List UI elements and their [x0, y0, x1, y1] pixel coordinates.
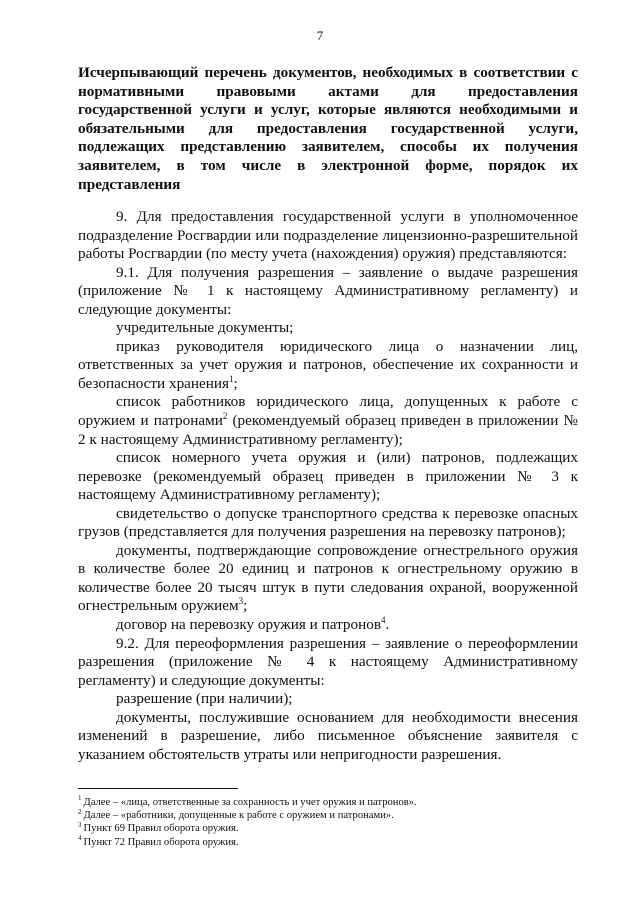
footnote-ref-2[interactable]: 2 — [222, 410, 228, 421]
section-title: Исчерпывающий перечень документов, необходимых в соответствии с нормативными правовыми актами для предоставления государственной услуги и услуг, которые являются необходимыми и обязательными для предоставления государственной услуги, подлежащих представлению заявителем, способы их получения заявителем, в том числе в электронной форме, порядок их представления — [78, 64, 578, 193]
item-constituent-docs: учредительные документы; — [116, 319, 294, 337]
item-order: приказ руководителя юридического лица о назначении лиц, ответственных за учет оружия и патронов, обеспечение их сохранности и безопасности хранения$^1$; — [78, 337, 578, 392]
paragraph-9: 9. Для предоставления государственной услуги в уполномоченное подразделение Росгвардии или подразделение лицензионно-разрешительной работы Росгвардии (по месту учета (нахождения) оружия) представляются: — [78, 208, 578, 263]
page-number: 7 — [316, 28, 324, 43]
footnote-ref-4[interactable]: 4 — [381, 614, 386, 625]
document-body — [78, 208, 578, 764]
footnote-2: $^2$ Далее – «работники, допущенные к работе с оружием и патронами». — [78, 807, 394, 822]
footnote-3: $^3$ Пункт 69 Правил оборота оружия. — [78, 820, 239, 835]
footnote-divider — [78, 788, 238, 789]
item-permit: разрешение (при наличии); — [116, 690, 293, 708]
footnote-ref-1[interactable]: 1 — [229, 373, 234, 384]
footnote-4: $^4$ Пункт 72 Правил оборота оружия. — [78, 834, 239, 848]
item-employee-list: список работников юридического лица, допущенных к работе с оружием и патронами$^2$ (рекомендуемый образец приведен в приложении № 2 к настоящему Административному регламенту); — [78, 393, 578, 448]
item-escort-docs: документы, подтверждающие сопровождение огнестрельного оружия в количестве более 20 единиц и патронов к огнестрельному оружию в количестве более 20 тысяч штук в пути следования охраной, вооруженной огнестрельным оружием$^3$; — [78, 541, 578, 615]
item-change-docs: документы, послужившие основанием для необходимости внесения изменений в разрешение, либо письменное объяснение заявителя с указанием обстоятельств утраты или непригодности разрешения. — [78, 708, 578, 763]
item-number-list: список номерного учета оружия и (или) патронов, подлежащих перевозке (рекомендуемый образец приведен в приложении № 3 к настоящему Административному регламенту); — [78, 449, 578, 504]
paragraph-9-1: 9.1. Для получения разрешения – заявление о выдаче разрешения (приложение № 1 к настоящему Административному регламенту) и следующие документы: — [78, 263, 578, 318]
footnotes — [78, 796, 598, 849]
item-transport-contract: договор на перевозку оружия и патронов$^4$. — [116, 614, 390, 634]
footnote-ref-3[interactable]: 3 — [238, 596, 244, 607]
footnote-1: $^1$ Далее – «лица, ответственные за сохранность и учет оружия и патронов». — [78, 794, 417, 808]
item-vehicle-certificate: свидетельство о допуске транспортного средства к перевозке опасных грузов (представляется для получения разрешения на перевозку патронов); — [78, 504, 578, 541]
paragraph-9-2: 9.2. Для переоформления разрешения – заявление о переоформлении разрешения (приложение № 4 к настоящему Административному регламенту) и следующие документы: — [78, 634, 578, 689]
